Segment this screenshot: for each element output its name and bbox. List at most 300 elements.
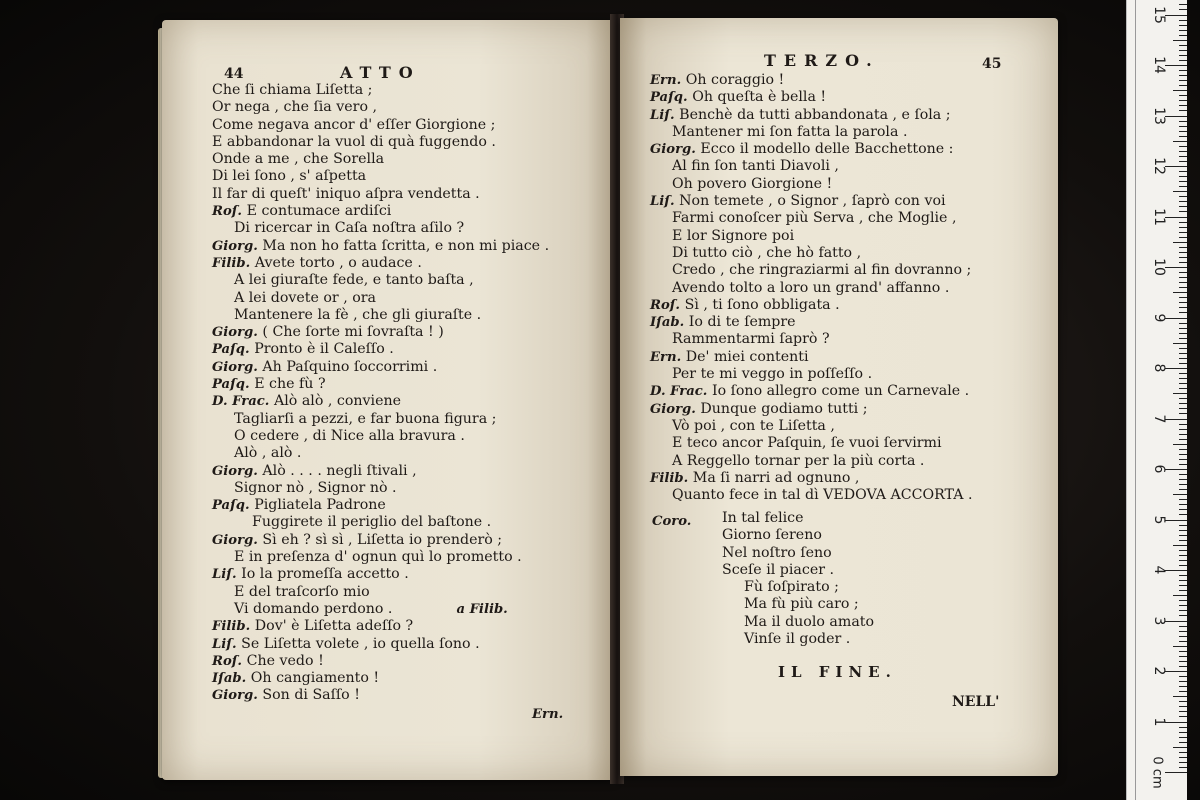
verse-text: Non temete , o Signor , ſaprò con voi: [679, 193, 946, 210]
ruler-tick: [1165, 419, 1187, 420]
measurement-ruler: [1126, 0, 1187, 800]
left-line: [212, 584, 549, 601]
ruler-tick: [1179, 75, 1187, 76]
verse-text: Di lei ſono , s' aſpetta: [212, 168, 367, 185]
ruler-tick: [1179, 504, 1187, 505]
ruler-tick: [1179, 323, 1187, 324]
ruler-tick: [1179, 666, 1187, 667]
verse-text: Mantener mi ſon fatta la parola .: [672, 123, 908, 140]
ruler-tick: [1179, 105, 1187, 106]
ruler-tick: [1179, 499, 1187, 500]
right-line: [650, 89, 973, 106]
right-line: [650, 366, 973, 383]
verse-text: Sceſe il piacer .: [722, 561, 835, 578]
ruler-tick: [1173, 595, 1187, 596]
verse-text: Quanto fece in tal dì VEDOVA ACCORTA .: [672, 487, 973, 504]
ruler-tick: [1179, 661, 1187, 662]
ruler-tick: [1179, 186, 1187, 187]
ruler-tick: [1179, 363, 1187, 364]
ruler-tick: [1179, 171, 1187, 172]
right-line: [650, 470, 973, 487]
verse-text: Nel noſtro ſeno: [722, 544, 832, 561]
right-line: [650, 228, 973, 245]
verse-text: E contumace ardiſci: [246, 203, 392, 220]
ruler-tick: [1179, 358, 1187, 359]
verse-text: Oh queſta è bella !: [692, 89, 827, 106]
ruler-tick: [1179, 85, 1187, 86]
speaker-name: Paſq.: [650, 90, 693, 106]
verse-text: Fù ſoſpirato ;: [744, 579, 839, 596]
ruler-tick: [1179, 60, 1187, 61]
ruler-tick: [1179, 439, 1187, 440]
left-line: [212, 411, 549, 428]
ruler-tick: [1179, 535, 1187, 536]
ruler-tick: [1179, 590, 1187, 591]
ruler-tick: [1179, 247, 1187, 248]
ruler-tick: [1179, 252, 1187, 253]
left-line: [212, 151, 549, 168]
speaker-name: Giorg.: [650, 142, 701, 158]
ruler-number: 2: [1151, 666, 1167, 676]
ruler-tick: [1179, 222, 1187, 223]
ruler-tick: [1179, 706, 1187, 707]
ruler-tick: [1179, 272, 1187, 273]
ruler-tick: [1179, 80, 1187, 81]
verse-text: Alò , alò .: [234, 445, 302, 462]
ruler-tick: [1179, 4, 1187, 5]
ruler-number: 9: [1151, 313, 1167, 322]
right-line: [650, 72, 973, 89]
ruler-tick: [1179, 610, 1187, 611]
ruler-tick: [1179, 338, 1187, 339]
verse-text: Sì , ti ſono obbligata .: [684, 296, 840, 313]
ruler-tick: [1173, 494, 1187, 495]
ruler-tick: [1179, 297, 1187, 298]
speaker-name: Giorg.: [212, 532, 263, 548]
verse-text: Credo , che ringraziarmi al fin dovranno ;: [672, 262, 972, 279]
ruler-tick: [1179, 555, 1187, 556]
verse-text: Io la promeſſa accetto .: [241, 566, 409, 583]
ruler-number: 13: [1151, 106, 1167, 125]
ruler-tick: [1179, 762, 1187, 763]
ruler-number: 14: [1151, 56, 1167, 74]
ruler-tick: [1179, 711, 1187, 712]
verse-text: Vinſe il goder .: [744, 631, 851, 648]
ruler-tick: [1179, 479, 1187, 480]
ruler-tick: [1179, 676, 1187, 677]
ruler-tick: [1179, 752, 1187, 753]
verse-text: Son di Saſſo !: [262, 687, 360, 704]
verse-text: Signor nò , Signor nò .: [234, 479, 397, 496]
chorus-line: [722, 631, 874, 648]
ruler-tick: [1179, 378, 1187, 379]
verse-text: Mantenere la fè , che gli giuraſte .: [234, 306, 482, 323]
left-line: [212, 341, 549, 358]
chorus-line: [722, 545, 874, 562]
ruler-tick: [1179, 353, 1187, 354]
ruler-tick: [1165, 671, 1187, 672]
ruler-tick: [1179, 474, 1187, 475]
ruler-tick: [1173, 444, 1187, 445]
left-line: [212, 532, 549, 549]
ruler-number: 5: [1151, 515, 1167, 524]
chorus-text: [722, 510, 874, 648]
ruler-tick: [1179, 35, 1187, 36]
ruler-tick: [1179, 151, 1187, 152]
left-line: [212, 307, 549, 324]
ruler-tick: [1165, 469, 1187, 470]
left-line: [212, 290, 549, 307]
speaker-name: Filib.: [212, 619, 255, 635]
left-line: [212, 203, 549, 220]
speaker-name: Iſab.: [650, 315, 689, 331]
verse-text: Vò poi , con te Liſetta ,: [672, 417, 835, 434]
ruler-tick: [1165, 217, 1187, 218]
ruler-number: 4: [1151, 565, 1167, 575]
left-running-head: ATTO: [340, 63, 421, 82]
ruler-tick: [1179, 211, 1187, 212]
ruler-number: 1: [1151, 717, 1167, 726]
ruler-number: 12: [1151, 157, 1167, 175]
ruler-tick: [1173, 242, 1187, 243]
speaker-name: Roſ.: [212, 204, 247, 220]
speaker-name: Paſq.: [212, 342, 255, 358]
ruler-tick: [1179, 615, 1187, 616]
ruler-tick: [1179, 732, 1187, 733]
right-line: [650, 158, 973, 175]
ruler-tick: [1179, 383, 1187, 384]
verse-text: Pronto è il Caleſſo .: [254, 341, 394, 358]
verse-text: E lor Signore poi: [672, 227, 795, 244]
left-line: [212, 601, 549, 618]
ruler-tick: [1173, 343, 1187, 344]
left-line: [212, 134, 549, 151]
right-line: [650, 262, 973, 279]
right-line: [650, 349, 973, 366]
speaker-name: Giorg.: [212, 325, 263, 341]
ruler-tick: [1179, 398, 1187, 399]
right-line: [650, 297, 973, 314]
ruler-tick: [1179, 227, 1187, 228]
ruler-tick: [1179, 580, 1187, 581]
verse-text: Ah Paſquino ſoccorrimi .: [262, 358, 438, 375]
verse-text: Benchè da tutti abbandonata , e ſola ;: [679, 106, 951, 123]
ruler-tick: [1165, 116, 1187, 117]
ruler-tick: [1165, 65, 1187, 66]
left-line: [212, 497, 549, 514]
ruler-tick: [1179, 681, 1187, 682]
ruler-tick: [1179, 575, 1187, 576]
verse-text: Pigliatela Padrone: [254, 497, 386, 514]
ruler-tick: [1179, 701, 1187, 702]
right-line: [650, 453, 973, 470]
verse-text: Ma fù più caro ;: [744, 596, 859, 613]
right-line: [650, 435, 973, 452]
ruler-tick: [1165, 621, 1187, 622]
speaker-name: D. Frac.: [650, 384, 712, 400]
speaker-name: D. Frac.: [212, 394, 274, 410]
ruler-tick: [1165, 570, 1187, 571]
verse-text: Rammentarmi ſaprò ?: [672, 331, 830, 348]
left-line: [212, 238, 549, 255]
ruler-tick: [1179, 136, 1187, 137]
ruler-tick: [1179, 121, 1187, 122]
ruler-tick: [1179, 727, 1187, 728]
verse-text: E che fù ?: [254, 376, 326, 393]
ruler-tick: [1179, 686, 1187, 687]
left-line: [212, 549, 549, 566]
ruler-tick: [1173, 393, 1187, 394]
speaker-name: Roſ.: [650, 297, 685, 313]
ruler-number: 6: [1151, 464, 1167, 474]
ruler-tick: [1173, 90, 1187, 91]
right-line: [650, 487, 973, 504]
verse-text: Farmi conoſcer più Serva , che Moglie ,: [672, 210, 957, 227]
left-line: [212, 445, 549, 462]
ruler-tick: [1179, 161, 1187, 162]
speaker-name: Liſ.: [650, 194, 680, 210]
right-line: [650, 141, 973, 158]
chorus-line: [722, 510, 874, 527]
verse-text: Alò . . . . negli ſtivali ,: [262, 462, 417, 479]
ruler-tick: [1179, 651, 1187, 652]
left-line: [212, 428, 549, 445]
ruler-tick: [1179, 585, 1187, 586]
left-line: [212, 636, 549, 653]
ruler-tick: [1179, 287, 1187, 288]
left-line: [212, 255, 549, 272]
ruler-tick: [1179, 237, 1187, 238]
ruler-tick: [1179, 454, 1187, 455]
left-line: [212, 480, 549, 497]
verse-text: Sì eh ? sì sì , Liſetta io prenderò ;: [262, 531, 503, 548]
ruler-tick: [1179, 459, 1187, 460]
ruler-tick: [1179, 540, 1187, 541]
ruler-tick: [1179, 50, 1187, 51]
ruler-tick: [1173, 141, 1187, 142]
right-line: [650, 314, 973, 331]
ruler-tick: [1179, 25, 1187, 26]
ruler-tick: [1179, 757, 1187, 758]
speaker-name: Roſ.: [212, 653, 247, 669]
ruler-edge-line: [1135, 0, 1136, 800]
left-line: [212, 82, 549, 99]
ruler-tick: [1179, 429, 1187, 430]
right-line: [650, 124, 973, 141]
verse-text: E del traſcorſo mio: [234, 583, 370, 600]
right-line: [650, 401, 973, 418]
ruler-number: 7: [1151, 414, 1167, 423]
ruler-tick: [1179, 626, 1187, 627]
ruler-tick: [1179, 206, 1187, 207]
left-line: [212, 324, 549, 341]
ruler-tick: [1179, 408, 1187, 409]
chorus-line: [722, 614, 874, 631]
speaker-name: Paſq.: [212, 498, 255, 514]
left-line: [212, 618, 549, 635]
verse-text: Di tutto ciò , che hò fatto ,: [672, 244, 862, 261]
left-line: [212, 186, 549, 203]
ruler-number: 15: [1151, 5, 1167, 24]
verse-text: Tagliarſi a pezzi, e far buona figura ;: [234, 410, 497, 427]
ruler-tick: [1165, 166, 1187, 167]
ruler-tick: [1165, 520, 1187, 521]
ruler-tick: [1165, 368, 1187, 369]
verse-text: In tal felice: [722, 510, 804, 526]
ruler-tick: [1179, 565, 1187, 566]
ruler-tick: [1179, 388, 1187, 389]
verse-text: Ma ſi narri ad ognuno ,: [692, 469, 860, 486]
ruler-tick: [1179, 489, 1187, 490]
ruler-tick: [1179, 312, 1187, 313]
verse-text: ( Che ſorte mi ſovraſta ! ): [262, 324, 444, 341]
verse-text: De' miei contenti: [685, 348, 809, 365]
ruler-unit-label: 0 cm: [1149, 756, 1165, 789]
ruler-tick: [1179, 424, 1187, 425]
left-line: [212, 514, 549, 531]
speaker-name: Liſ.: [650, 107, 680, 123]
chorus-speaker: Coro.: [652, 514, 692, 529]
verse-text: Se Liſetta volete , io quella ſono .: [241, 635, 480, 652]
ruler-tick: [1179, 282, 1187, 283]
right-line: [650, 280, 973, 297]
ruler-tick: [1179, 201, 1187, 202]
left-line: [212, 670, 549, 687]
ruler-tick: [1179, 70, 1187, 71]
verse-text: A lei giuraſte fede, e tanto baſta ,: [234, 272, 474, 289]
ruler-tick: [1179, 146, 1187, 147]
ruler-tick: [1179, 95, 1187, 96]
ruler-tick: [1179, 277, 1187, 278]
ruler-tick: [1179, 176, 1187, 177]
speaker-name: Ern.: [650, 349, 686, 365]
right-line: [650, 331, 973, 348]
stage-direction: a Filib.: [456, 601, 508, 617]
verse-text: Avete torto , o audace .: [254, 254, 422, 271]
verse-text: Al fin ſon tanti Diavoli ,: [672, 158, 839, 175]
chorus-line: [722, 596, 874, 613]
ruler-tick: [1179, 514, 1187, 515]
end-text: IL FINE.: [778, 663, 897, 681]
right-page-number: 45: [982, 56, 1002, 72]
ruler-number: 10: [1151, 258, 1167, 276]
speaker-name: Liſ.: [212, 567, 242, 583]
speaker-name: Giorg.: [212, 359, 263, 375]
ruler-tick: [1179, 656, 1187, 657]
left-line: [212, 359, 549, 376]
ruler-tick: [1179, 257, 1187, 258]
verse-text: Dov' è Liſetta adeſſo ?: [254, 618, 414, 635]
left-line: [212, 272, 549, 289]
left-line: [212, 566, 549, 583]
verse-text: Ecco il modello delle Bacchettone :: [700, 141, 954, 158]
ruler-tick: [1179, 434, 1187, 435]
speaker-name: Iſab.: [212, 671, 251, 687]
right-line: [650, 383, 973, 400]
chorus-line: [722, 527, 874, 544]
ruler-tick: [1179, 550, 1187, 551]
ruler-tick: [1179, 30, 1187, 31]
speaker-name: Ern.: [650, 73, 686, 88]
right-line: [650, 107, 973, 124]
ruler-tick: [1179, 373, 1187, 374]
verse-text: A Reggello tornar per la più corta .: [672, 452, 925, 469]
left-line: [212, 168, 549, 185]
verse-text: E in preſenza d' ognun quì lo prometto .: [234, 549, 522, 566]
verse-text: Che vedo !: [246, 652, 324, 669]
right-line: [650, 176, 973, 193]
ruler-tick: [1165, 318, 1187, 319]
ruler-number: 3: [1151, 616, 1167, 625]
ruler-tick: [1179, 716, 1187, 717]
ruler-tick: [1179, 449, 1187, 450]
ruler-number: 8: [1151, 363, 1167, 373]
speaker-name: Paſq.: [212, 377, 255, 393]
ruler-tick: [1179, 45, 1187, 46]
ruler-tick: [1179, 156, 1187, 157]
chorus-line: [722, 562, 874, 579]
ruler-tick: [1179, 110, 1187, 111]
verse-text: O cedere , di Nice alla bravura .: [234, 427, 465, 444]
left-line: [212, 653, 549, 670]
ruler-tick: [1179, 636, 1187, 637]
verse-text: Onde a me , che Sorella: [212, 151, 385, 168]
verse-text: Io di te ſempre: [688, 314, 796, 331]
verse-text: Fuggirete il periglio del baſtone .: [252, 514, 492, 531]
verse-text: Oh cangiamento !: [250, 670, 380, 687]
ruler-tick: [1173, 696, 1187, 697]
speaker-name: Giorg.: [650, 401, 701, 417]
ruler-number: 11: [1151, 207, 1167, 226]
left-catchword: Ern.: [532, 707, 564, 722]
ruler-tick: [1179, 464, 1187, 465]
verse-text: Alò alò , conviene: [273, 393, 401, 410]
ruler-tick: [1179, 509, 1187, 510]
verse-text: Il far di queſt' iniquo aſpra vendetta .: [212, 185, 480, 202]
speaker-name: Filib.: [650, 470, 693, 486]
ruler-tick: [1179, 413, 1187, 414]
verse-text: Oh povero Giorgione !: [672, 175, 833, 192]
ruler-tick: [1179, 232, 1187, 233]
speaker-name: Giorg.: [212, 463, 263, 479]
ruler-tick: [1179, 131, 1187, 132]
left-page-text: [212, 82, 549, 705]
verse-text: Vi domando perdono .: [234, 600, 393, 617]
verse-text: Che ſi chiama Liſetta ;: [212, 82, 373, 98]
verse-text: Giorno ſereno: [722, 527, 822, 544]
verse-text: Come negava ancor d' eſſer Giorgione ;: [212, 116, 496, 133]
ruler-tick: [1179, 767, 1187, 768]
left-line: [212, 393, 549, 410]
speaker-name: Liſ.: [212, 636, 242, 652]
right-running-head: TERZO.: [764, 51, 880, 70]
left-line: [212, 220, 549, 237]
ruler-tick: [1179, 302, 1187, 303]
ruler-tick: [1179, 328, 1187, 329]
verse-text: Ma non ho fatta ſcritta, e non mi piace .: [262, 237, 550, 254]
speaker-name: Filib.: [212, 255, 255, 271]
ruler-tick: [1179, 691, 1187, 692]
ruler-tick: [1179, 307, 1187, 308]
ruler-tick: [1179, 262, 1187, 263]
right-catchword: NELL': [952, 694, 1000, 710]
right-line: [650, 210, 973, 227]
ruler-tick: [1179, 126, 1187, 127]
right-page-text: [650, 72, 973, 504]
verse-text: Oh coraggio !: [685, 72, 785, 88]
ruler-tick: [1179, 641, 1187, 642]
verse-text: E teco ancor Paſquin, ſe vuoi ſervirmi: [672, 435, 942, 452]
